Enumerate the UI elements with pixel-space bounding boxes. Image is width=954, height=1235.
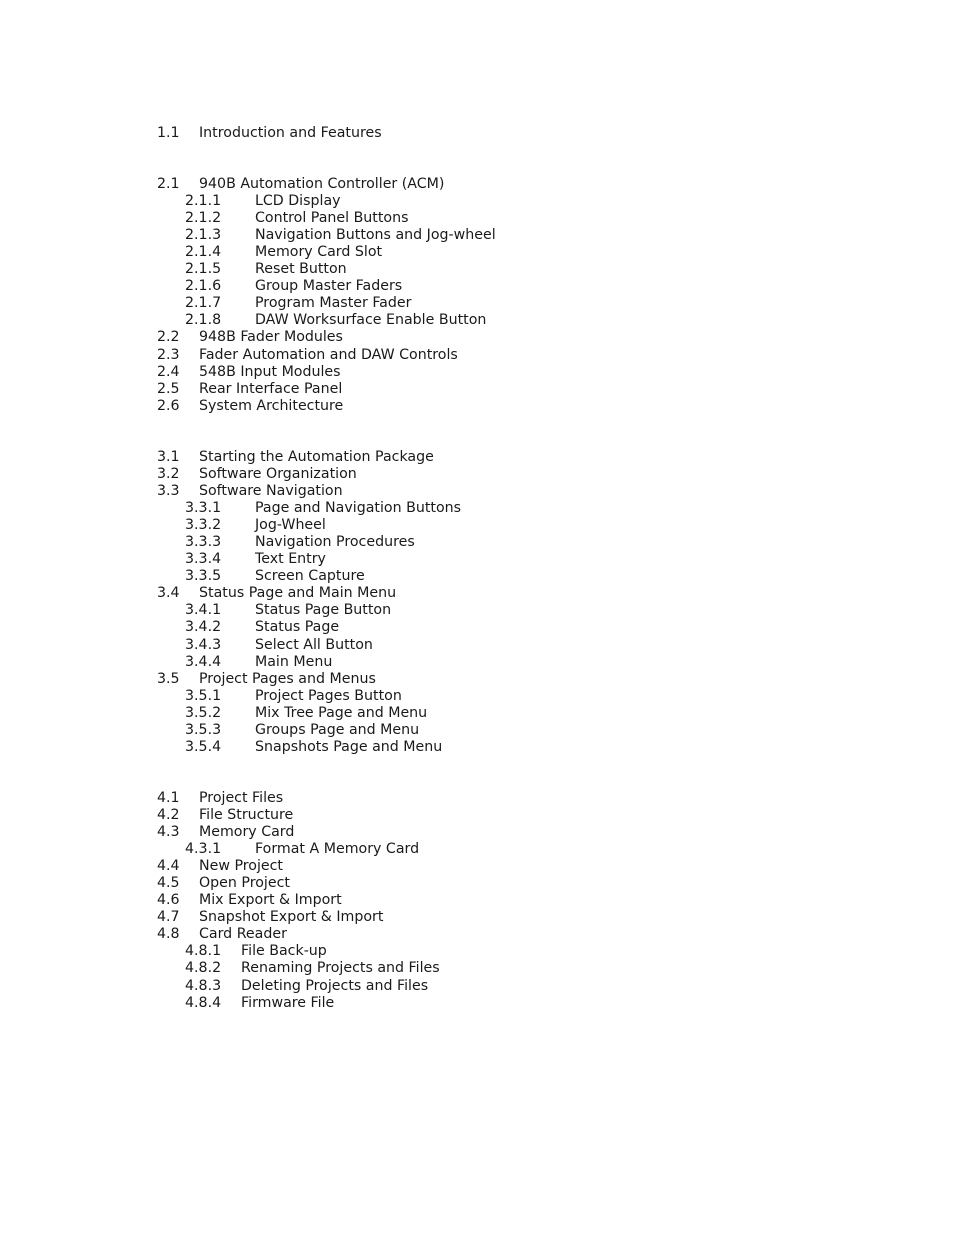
toc-entry-number: 4.8.2 (185, 960, 222, 976)
toc-entry-number: 3.4.2 (185, 619, 222, 635)
toc-entry-title: Software Organization (199, 466, 357, 482)
toc-entry-title: Snapshots Page and Menu (255, 739, 443, 755)
toc-entry-title: Memory Card (199, 824, 295, 840)
toc-entry-number: 3.3.3 (185, 534, 222, 550)
toc-entry-number: 2.3 (157, 347, 180, 363)
toc-entry-title: Fader Automation and DAW Controls (199, 347, 458, 363)
toc-entry-title: LCD Display (255, 193, 341, 209)
toc-entry-number: 3.3.2 (185, 517, 222, 533)
toc-entry-number: 3.5.1 (185, 688, 222, 704)
toc-entry-title: Open Project (199, 875, 290, 891)
toc-entry-number: 3.4.4 (185, 654, 222, 670)
toc-entry-number: 2.1.3 (185, 227, 222, 243)
toc-entry-number: 3.5 (157, 671, 180, 687)
toc-entry-title: Project Files (199, 790, 284, 806)
toc-entry-number: 4.8.4 (185, 995, 222, 1011)
toc-entry-title: Format A Memory Card (255, 841, 420, 857)
toc-entry-title: Status Page (255, 619, 340, 635)
toc-entry-title: Navigation Buttons and Jog-wheel (255, 227, 496, 243)
toc-entry-title: New Project (199, 858, 283, 874)
toc-entry-title: Firmware File (241, 995, 335, 1011)
toc-entry-number: 2.1.2 (185, 210, 222, 226)
toc-entry-number: 2.1.5 (185, 261, 222, 277)
toc-entry-number: 4.2 (157, 807, 180, 823)
toc-entry-title: Rear Interface Panel (199, 381, 343, 397)
toc-entry-number: 3.4.1 (185, 602, 222, 618)
toc-entry-title: Program Master Fader (255, 295, 412, 311)
toc-entry-number: 4.4 (157, 858, 180, 874)
toc-entry-number: 2.1.1 (185, 193, 222, 209)
toc-entry-title: File Back-up (241, 943, 327, 959)
toc-entry-number: 3.1 (157, 449, 180, 465)
toc-entry-title: 548B Input Modules (199, 364, 341, 380)
toc-entry-title: Page and Navigation Buttons (255, 500, 462, 516)
toc-entry-number: 2.5 (157, 381, 180, 397)
toc-entry-title: 948B Fader Modules (199, 329, 343, 345)
toc-entry-title: Main Menu (255, 654, 333, 670)
toc-entry-title: Reset Button (255, 261, 347, 277)
toc-entry-number: 2.1.7 (185, 295, 222, 311)
toc-entry-title: 940B Automation Controller (ACM) (199, 176, 445, 192)
toc-entry-title: Software Navigation (199, 483, 343, 499)
toc-entry-title: Status Page and Main Menu (199, 585, 397, 601)
toc-entry-title: Snapshot Export & Import (199, 909, 384, 925)
toc-entry-number: 3.4.3 (185, 637, 222, 653)
toc-entry-number: 2.1.6 (185, 278, 222, 294)
toc-entry-number: 4.8.1 (185, 943, 222, 959)
toc-entry-number: 2.1 (157, 176, 180, 192)
toc-entry-number: 2.4 (157, 364, 180, 380)
toc-entry-title: Select All Button (255, 637, 373, 653)
toc-entry-number: 1.1 (157, 125, 180, 141)
toc-entry-title: System Architecture (199, 398, 344, 414)
toc-entry-number: 3.4 (157, 585, 180, 601)
toc-entry-title: File Structure (199, 807, 294, 823)
toc-entry-number: 4.1 (157, 790, 180, 806)
toc-entry-title: Starting the Automation Package (199, 449, 434, 465)
toc-entry-title: Mix Tree Page and Menu (255, 705, 428, 721)
toc-entry-title: Mix Export & Import (199, 892, 342, 908)
toc-entry-number: 3.5.2 (185, 705, 222, 721)
toc-entry-number: 2.1.8 (185, 312, 222, 328)
toc-entry-title: Status Page Button (255, 602, 392, 618)
toc-entry-number: 4.8.3 (185, 978, 222, 994)
toc-entry-number: 4.5 (157, 875, 180, 891)
toc-entry-number: 3.3 (157, 483, 180, 499)
toc-entry-title: Card Reader (199, 926, 287, 942)
toc-entry-number: 2.2 (157, 329, 180, 345)
toc-entry-title: Group Master Faders (255, 278, 403, 294)
toc-entry-title: Screen Capture (255, 568, 365, 584)
toc-entry-title: Navigation Procedures (255, 534, 415, 550)
toc-entry-title: Renaming Projects and Files (241, 960, 440, 976)
toc-entry-number: 2.6 (157, 398, 180, 414)
toc-entry-number: 3.5.4 (185, 739, 222, 755)
toc-entry-number: 3.3.5 (185, 568, 222, 584)
toc-entry-title: Text Entry (255, 551, 326, 567)
toc-entry-title: Jog-Wheel (255, 517, 326, 533)
toc-entry-number: 4.3.1 (185, 841, 222, 857)
toc-entry-title: Project Pages Button (255, 688, 402, 704)
toc-entry-number: 3.5.3 (185, 722, 222, 738)
toc-entry-title: Memory Card Slot (255, 244, 383, 260)
toc-entry-title: Project Pages and Menus (199, 671, 376, 687)
toc-entry-title: Control Panel Buttons (255, 210, 409, 226)
toc-entry-number: 4.8 (157, 926, 180, 942)
toc-entry-title: Deleting Projects and Files (241, 978, 429, 994)
toc-entry-number: 4.6 (157, 892, 180, 908)
toc-entry-number: 3.3.4 (185, 551, 222, 567)
toc-entry-number: 3.2 (157, 466, 180, 482)
toc-entry-number: 4.3 (157, 824, 180, 840)
toc-entry-number: 3.3.1 (185, 500, 222, 516)
toc-entry-title: DAW Worksurface Enable Button (255, 312, 487, 328)
toc-entry-number: 4.7 (157, 909, 180, 925)
toc-entry-title: Introduction and Features (199, 125, 382, 141)
toc-entry-number: 2.1.4 (185, 244, 222, 260)
toc-entry-title: Groups Page and Menu (255, 722, 420, 738)
